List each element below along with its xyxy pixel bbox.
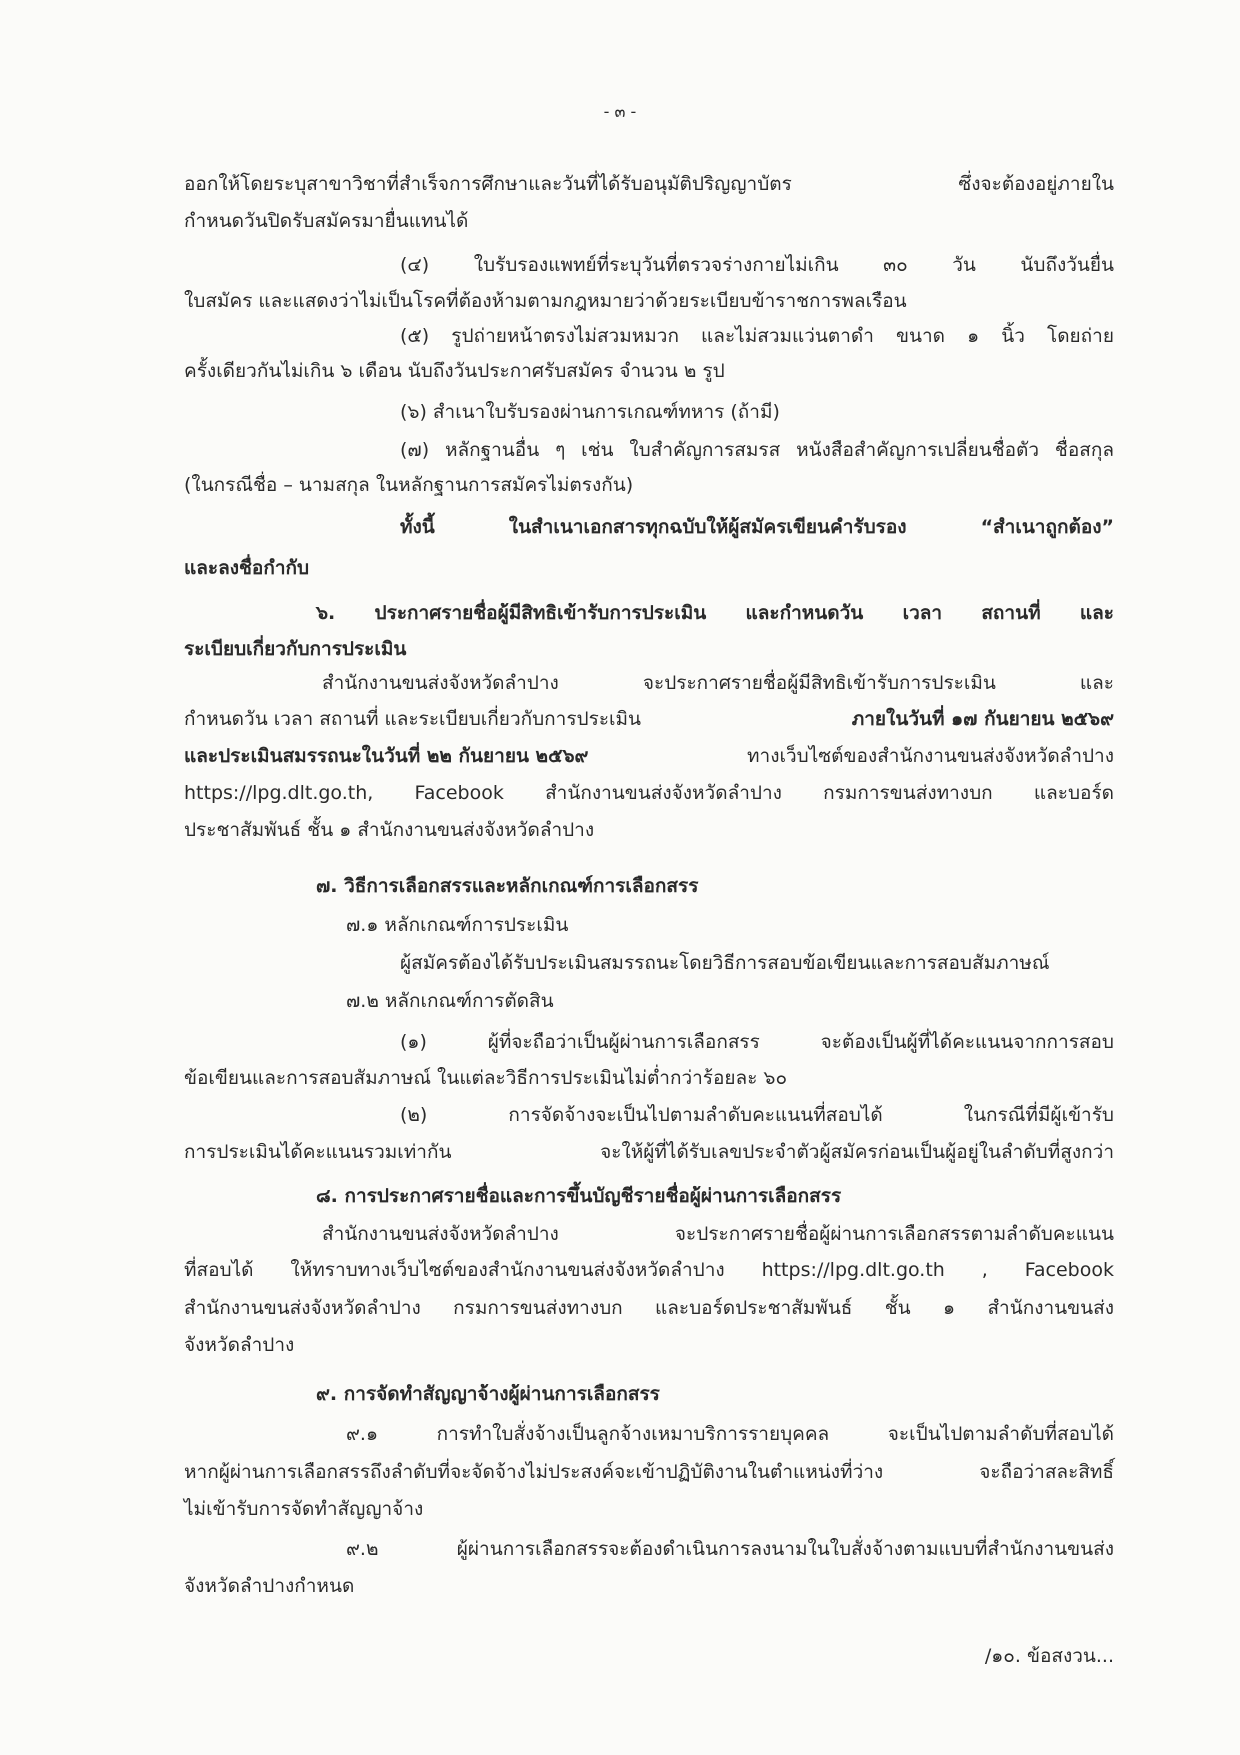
paragraph-line: (ในกรณีชื่อ – นามสกุล ในหลักฐานการสมัครไม่ตรงกัน) <box>184 474 634 496</box>
continuation-marker: /๑๐. ข้อสงวน... <box>984 1645 1114 1667</box>
announcement-date: ภายในวันที่ ๑๗ กันยายน ๒๕๖๙ <box>851 708 1114 730</box>
paragraph-line: ข้อเขียนและการสอบสัมภาษณ์ ในแต่ละวิธีการประเมินไม่ต่ำกว่าร้อยละ ๖๐ <box>184 1067 788 1089</box>
paragraph-line: จังหวัดลำปางกำหนด <box>184 1575 355 1597</box>
paragraph-line <box>184 706 1114 732</box>
section-heading-6: ๖. ประกาศรายชื่อผู้มีสิทธิเข้ารับการประเมิน และกำหนดวัน เวลา สถานที่ และ <box>316 602 1114 624</box>
paragraph-line: ออกให้โดยระบุสาขาวิชาที่สำเร็จการศึกษาและวันที่ได้รับอนุมัติปริญญาบัตร ซึ่งจะต้องอยู่ภายใน <box>184 173 1114 195</box>
paragraph-line: (๔) ใบรับรองแพทย์ที่ระบุวันที่ตรวจร่างกายไม่เกิน ๓๐ วัน นับถึงวันยื่น <box>400 254 1114 276</box>
paragraph-line: กำหนดวันปิดรับสมัครมายื่นแทนได้ <box>184 210 469 232</box>
text-segment: กำหนดวัน เวลา สถานที่ และระเบียบเกี่ยวกับการประเมิน <box>184 708 642 730</box>
paragraph-line: ที่สอบได้ ให้ทราบทางเว็บไซต์ของสำนักงานขนส่งจังหวัดลำปาง https://lpg.dlt.go.th , Facebook <box>184 1259 1114 1281</box>
paragraph-line: ประชาสัมพันธ์ ชั้น ๑ สำนักงานขนส่งจังหวัดลำปาง <box>184 819 595 841</box>
paragraph-line: (๑) ผู้ที่จะถือว่าเป็นผู้ผ่านการเลือกสรร จะต้องเป็นผู้ที่ได้คะแนนจากการสอบ <box>400 1031 1114 1053</box>
paragraph-line: ผู้สมัครต้องได้รับประเมินสมรรถนะโดยวิธีการสอบข้อเขียนและการสอบสัมภาษณ์ <box>400 952 1050 974</box>
subsection-heading: ๗.๑ หลักเกณฑ์การประเมิน <box>346 914 569 936</box>
paragraph-line: สำนักงานขนส่งจังหวัดลำปาง กรมการขนส่งทางบก และบอร์ดประชาสัมพันธ์ ชั้น ๑ สำนักงานขนส่ง <box>184 1297 1114 1319</box>
paragraph-line: สำนักงานขนส่งจังหวัดลำปาง จะประกาศรายชื่อผู้มีสิทธิเข้ารับการประเมิน และ <box>322 672 1114 694</box>
paragraph-line: (๒) การจัดจ้างจะเป็นไปตามลำดับคะแนนที่สอบได้ ในกรณีที่มีผู้เข้ารับ <box>400 1104 1114 1126</box>
paragraph-line: หากผู้ผ่านการเลือกสรรถึงลำดับที่จะจัดจ้างไม่ประสงค์จะเข้าปฏิบัติงานในตำแหน่งที่ว่าง จะถือว่าสละสิทธิ์ <box>184 1461 1114 1483</box>
paragraph-line: https://lpg.dlt.go.th, Facebook สำนักงานขนส่งจังหวัดลำปาง กรมการขนส่งทางบก และบอร์ด <box>184 782 1114 804</box>
paragraph-line: (๗) หลักฐานอื่น ๆ เช่น ใบสำคัญการสมรส หนังสือสำคัญการเปลี่ยนชื่อตัว ชื่อสกุล <box>400 439 1114 461</box>
paragraph-line: ๙.๑ การทำใบสั่งจ้างเป็นลูกจ้างเหมาบริการรายบุคคล จะเป็นไปตามลำดับที่สอบได้ <box>346 1423 1114 1445</box>
paragraph-line: ไม่เข้ารับการจัดทำสัญญาจ้าง <box>184 1498 424 1520</box>
paragraph-line: (๕) รูปถ่ายหน้าตรงไม่สวมหมวก และไม่สวมแว่นตาดำ ขนาด ๑ นิ้ว โดยถ่าย <box>400 325 1114 347</box>
paragraph-line <box>184 743 1114 769</box>
section-heading-8: ๘. การประกาศรายชื่อและการขึ้นบัญชีรายชื่อผู้ผ่านการเลือกสรร <box>316 1185 842 1207</box>
certification-note: ทั้งนี้ ในสำเนาเอกสารทุกฉบับให้ผู้สมัครเขียนคำรับรอง “สำเนาถูกต้อง” <box>400 516 1114 538</box>
text-segment: ทางเว็บไซต์ของสำนักงานขนส่งจังหวัดลำปาง <box>747 745 1114 767</box>
paragraph-line: ครั้งเดียวกันไม่เกิน ๖ เดือน นับถึงวันประกาศรับสมัคร จำนวน ๒ รูป <box>184 360 725 382</box>
paragraph-line: (๖) สำเนาใบรับรองผ่านการเกณฑ์ทหาร (ถ้ามี) <box>400 401 780 423</box>
assessment-date: และประเมินสมรรถนะในวันที่ ๒๒ กันยายน ๒๕๖๙ <box>184 745 589 767</box>
section-heading-6: ระเบียบเกี่ยวกับการประเมิน <box>184 638 407 660</box>
subsection-heading: ๗.๒ หลักเกณฑ์การตัดสิน <box>346 990 554 1012</box>
paragraph-line: การประเมินได้คะแนนรวมเท่ากัน จะให้ผู้ที่ได้รับเลขประจำตัวผู้สมัครก่อนเป็นผู้อยู่ในลำดับที่สูงกว่า <box>184 1141 1114 1163</box>
paragraph-line: ใบสมัคร และแสดงว่าไม่เป็นโรคที่ต้องห้ามตามกฎหมายว่าด้วยระเบียบข้าราชการพลเรือน <box>184 290 907 312</box>
section-heading-9: ๙. การจัดทำสัญญาจ้างผู้ผ่านการเลือกสรร <box>316 1383 660 1405</box>
section-heading-7: ๗. วิธีการเลือกสรรและหลักเกณฑ์การเลือกสรร <box>316 875 699 897</box>
paragraph-line: สำนักงานขนส่งจังหวัดลำปาง จะประกาศรายชื่อผู้ผ่านการเลือกสรรตามลำดับคะแนน <box>322 1223 1114 1245</box>
paragraph-line: ๙.๒ ผู้ผ่านการเลือกสรรจะต้องดำเนินการลงนามในใบสั่งจ้างตามแบบที่สำนักงานขนส่ง <box>346 1538 1114 1560</box>
certification-note: และลงชื่อกำกับ <box>184 557 310 579</box>
paragraph-line: จังหวัดลำปาง <box>184 1334 295 1356</box>
page-number: - ๓ - <box>603 102 637 121</box>
